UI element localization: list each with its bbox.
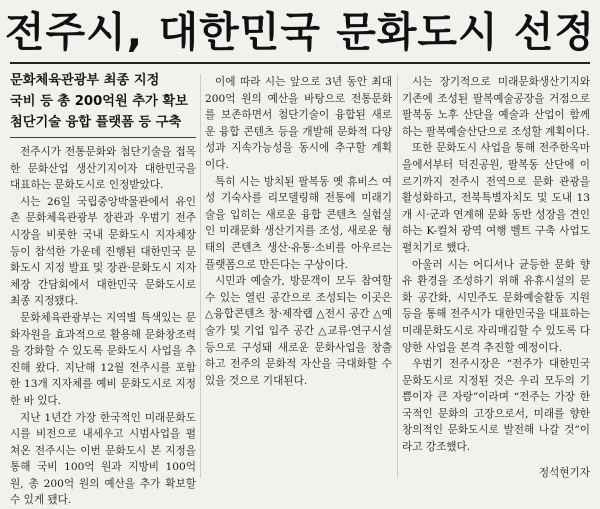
body-paragraph: 아울러 시는 어디서나 균등한 문화 향유 환경을 조성하기 위해 유휴시설의 문화 공간화, 시민주도 문화예술활동 지원 등을 통해 전주시가 대한민국을 대표하는 미래문화도시로 자리매김할 수 있도록 다양한 사업을 본격 추진할 예정이다. (402, 257, 590, 357)
column-divider (200, 74, 201, 478)
body-paragraph: 시는 장기적으로 미래문화생산기지와 기존에 조성된 팔복예술공장을 거점으로 팔복동 노후 산단을 예술과 산업이 함께하는 팔복예술산단으로 조성할 계획이다. (402, 74, 590, 140)
body-paragraph: 특히 시는 방치된 팔복동 옛 휴비스 여성 기숙사를 리모델링해 전통에 미래기술을 입히는 새로운 융합 콘텐츠 실험실인 미래문화 생산기지를 조성, 새로운 형태의 콘텐츠 생산·유통·소비를 아우르는 플랫폼으로 만든다는 구상이다. (205, 174, 392, 274)
body-paragraph: 우범기 전주시장은 “전주가 대한민국 문화도시로 지정된 것은 우리 모두의 기쁨이자 큰 자랑”이라며 “전주는 가장 한국적인 문화의 고장으로서, 미래를 향한 창의적인 문화도시로 발전해 나갈 것”이라고 강조했다. (402, 356, 590, 456)
headline-rule (10, 62, 590, 64)
body-paragraph: 문화체육관광부는 지역별 특색있는 문화자원을 효과적으로 활용해 문화창조력을 강화할 수 있도록 문화도시 사업을 추진해 왔다. 지난해 12월 전주시를 포함한 13개 지자체를 예비 문화도시로 지정한 바 있다. (10, 310, 196, 410)
body-paragraph: 지난 1년간 가장 한국적인 미래문화도시를 비전으로 내세우고 시범사업을 펼쳐온 전주시는 이번 문화도시 본 지정을 통해 국비 100억 원과 지방비 100억 원, 총 200억 원의 예산을 추가 확보할 수 있게 됐다. (10, 410, 196, 509)
body-paragraph: 전주시가 전통문화와 첨단기술을 접목한 문화산업 생산기지이자 대한민국을 대표하는 문화도시로 인정받았다. (10, 144, 196, 194)
body-paragraph: 시는 26일 국립중앙박물관에서 유인촌 문화체육관광부 장관과 우범기 전주시장을 비롯한 국내 문화도시 지자체장 등이 참석한 가운데 진행된 대한민국 문화도시 지정 발표 및 장관·문화도시 지자체장 간담회에서 대한민국 문화도시로 최종 지정됐다. (10, 194, 196, 310)
subheading-line: 국비 등 총 200억원 추가 확보 (10, 91, 196, 112)
subheading-block (10, 70, 196, 138)
article-column-3 (402, 74, 590, 484)
body-paragraph: 시민과 예술가, 방문객이 모두 참여할 수 있는 열린 공간으로 조성되는 이곳은 △융합콘텐츠 창·제작랩 △전시 공간 △예술가 및 기업 입주 공간 △교류·연구시설 등으로 구성돼 새로운 문화사업을 창출하고 전주의 문화적 자산을 극대화할 수 있을 것으로 기대된다. (205, 273, 392, 389)
subheading-line: 문화체육관광부 최종 지정 (10, 70, 196, 91)
article-column-1 (10, 70, 196, 480)
body-paragraph: 또한 문화도시 사업을 통해 전주한옥마을에서부터 덕진공원, 팔복동 산단에 이르기까지 전주시 전역으로 문화 관광을 활성화하고, 전북특별자치도 및 도내 13개 시·군과 연계해 문화 동반 성장을 견인하는 K-컬처 광역 여행 벨트 구축 사업도 펼치기로 했다. (402, 140, 590, 256)
article-headline: 전주시, 대한민국 문화도시 선정 (0, 4, 600, 60)
column-divider (397, 74, 398, 478)
body-paragraph: 이에 따라 시는 앞으로 3년 동안 최대 200억 원의 예산을 바탕으로 전통문화를 보존하면서 첨단기술이 융합된 새로운 융합 콘텐츠 등을 개발해 문화적 다양성과 지속가능성을 동시에 추구할 계획이다. (205, 74, 392, 174)
byline: 정석현기자 (533, 465, 590, 480)
article-column-2 (205, 74, 392, 484)
subheading-line: 첨단기술 융합 플랫폼 등 구축 (10, 112, 196, 133)
